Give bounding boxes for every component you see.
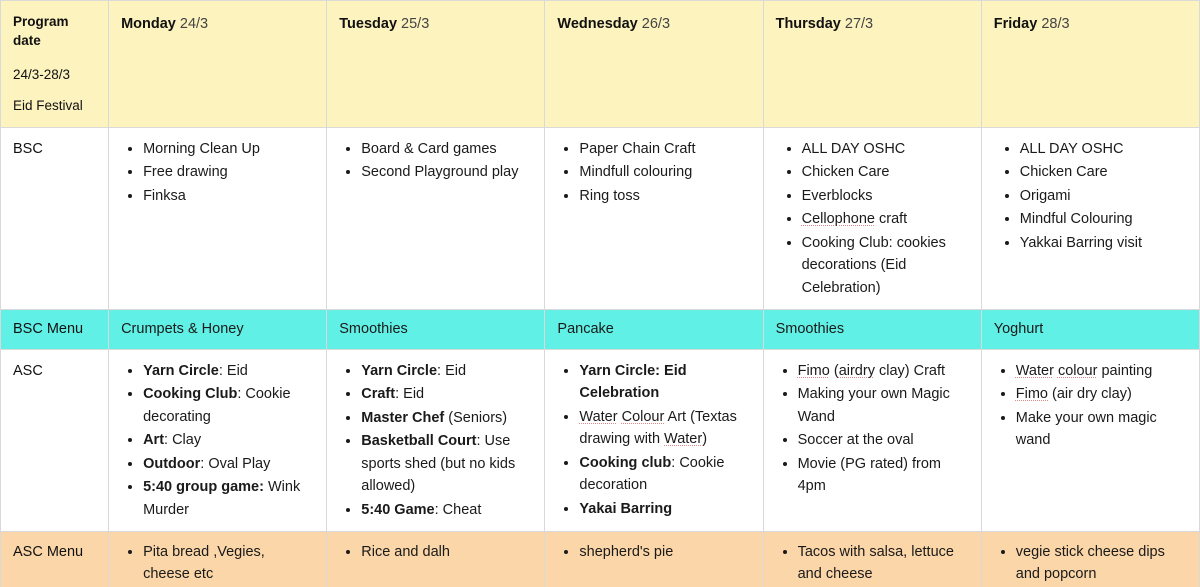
activity-list xyxy=(557,360,750,520)
list-item: • Yarn Circle: Eid xyxy=(143,360,314,382)
list-item: • Yarn Circle: Eid xyxy=(361,360,532,382)
list-item: • Board & Card games xyxy=(361,138,532,160)
list-item: • Cooking club: Cookie decoration xyxy=(579,452,750,497)
bsc-menu-wednesday: Pancake xyxy=(545,310,763,349)
asc-menu-friday xyxy=(981,531,1199,587)
day-name: Wednesday xyxy=(557,16,638,32)
row-label-asc-menu xyxy=(1,531,109,587)
list-item: • Craft: Eid xyxy=(361,383,532,405)
bsc-menu-thursday: Smoothies xyxy=(763,310,981,349)
day-name: Tuesday xyxy=(339,16,398,32)
list-item: • Everblocks xyxy=(802,185,969,207)
bsc-cell-tuesday xyxy=(327,127,545,309)
day-date: 28/3 xyxy=(1041,16,1070,32)
list-item: • Yarn Circle: Eid Celebration xyxy=(579,360,750,405)
day-name: Monday xyxy=(121,16,176,32)
list-item: • Second Playground play xyxy=(361,161,532,183)
list-item: • Making your own Magic Wand xyxy=(798,383,969,428)
program-date-cell xyxy=(1,1,109,128)
list-item: • vegie stick cheese dips and popcorn xyxy=(1016,541,1187,586)
list-item: • Ring toss xyxy=(579,185,750,207)
day-name: Friday xyxy=(993,16,1038,32)
list-item: • Cooking Club: cookies decorations (Eid Celebration) xyxy=(802,232,969,299)
list-item: • Art: Clay xyxy=(143,429,314,451)
asc-menu-thursday xyxy=(763,531,981,587)
menu-list xyxy=(339,541,532,563)
list-item: • Finksa xyxy=(143,185,314,207)
activity-list xyxy=(339,138,532,184)
table-header-row xyxy=(1,1,1200,128)
list-item: • Fimo (airdry clay) Craft xyxy=(798,360,969,382)
bsc-activities-row xyxy=(1,127,1200,309)
list-item: • Movie (PG rated) from 4pm xyxy=(798,453,969,498)
bsc-cell-wednesday xyxy=(545,127,763,309)
program-festival: Eid Festival xyxy=(13,98,83,114)
list-item: • Tacos with salsa, lettuce and cheese xyxy=(798,541,969,586)
menu-list xyxy=(557,541,750,563)
day-name: Thursday xyxy=(775,16,841,32)
day-date: 26/3 xyxy=(641,16,671,32)
list-item: • Mindful Colouring xyxy=(1020,208,1187,230)
asc-cell-thursday xyxy=(763,349,981,531)
asc-label-text: ASC xyxy=(13,362,43,379)
list-item: • Outdoor: Oval Play xyxy=(143,453,314,475)
list-item: • Make your own magic wand xyxy=(1016,407,1187,452)
list-item: • Cooking Club: Cookie decorating xyxy=(143,383,314,428)
list-item: • Fimo (air dry clay) xyxy=(1016,383,1187,405)
menu-list xyxy=(776,541,969,586)
asc-cell-monday xyxy=(109,349,327,531)
list-item: • 5:40 group game: Wink Murder xyxy=(143,476,314,521)
list-item: • 5:40 Game: Cheat xyxy=(361,499,532,521)
activity-list xyxy=(121,138,314,207)
bsc-menu-row xyxy=(1,310,1200,349)
list-item: • Water colour painting xyxy=(1016,360,1187,382)
asc-cell-wednesday xyxy=(545,349,763,531)
row-label-bsc-menu xyxy=(1,310,109,349)
list-item: • Soccer at the oval xyxy=(798,429,969,451)
menu-list xyxy=(994,541,1187,586)
list-item: • Rice and dalh xyxy=(361,541,532,563)
asc-activities-row xyxy=(1,349,1200,531)
day-header-monday xyxy=(109,1,327,128)
bsc-cell-monday xyxy=(109,127,327,309)
list-item: • ALL DAY OSHC xyxy=(1020,138,1187,160)
activity-list xyxy=(776,138,969,299)
asc-menu-tuesday xyxy=(327,531,545,587)
asc-menu-monday xyxy=(109,531,327,587)
day-date: 24/3 xyxy=(179,16,209,32)
row-label-asc xyxy=(1,349,109,531)
list-item: • Basketball Court: Use sports shed (but no kids allowed) xyxy=(361,430,532,497)
list-item: • Paper Chain Craft xyxy=(579,138,750,160)
asc-cell-tuesday xyxy=(327,349,545,531)
day-header-wednesday xyxy=(545,1,763,128)
bsc-cell-friday xyxy=(981,127,1199,309)
activity-list xyxy=(994,138,1187,254)
list-item: • Chicken Care xyxy=(1020,161,1187,183)
list-item: • Chicken Care xyxy=(802,161,969,183)
program-date-range: 24/3-28/3 xyxy=(13,66,71,82)
bsc-cell-thursday xyxy=(763,127,981,309)
activity-list xyxy=(557,138,750,207)
activity-list xyxy=(994,360,1187,452)
asc-menu-row xyxy=(1,531,1200,587)
day-header-tuesday xyxy=(327,1,545,128)
bsc-menu-monday: Crumpets & Honey xyxy=(109,310,327,349)
list-item: • Master Chef (Seniors) xyxy=(361,407,532,429)
day-date: 25/3 xyxy=(401,16,430,32)
asc-cell-friday xyxy=(981,349,1199,531)
list-item: • Cellophone craft xyxy=(802,208,969,230)
asc-menu-wednesday xyxy=(545,531,763,587)
program-date-label: Program date xyxy=(13,14,69,48)
list-item: • Free drawing xyxy=(143,161,314,183)
activity-list xyxy=(121,360,314,521)
activity-list xyxy=(339,360,532,521)
day-date: 27/3 xyxy=(844,16,874,32)
day-header-friday xyxy=(981,1,1199,128)
bsc-menu-label-text: BSC Menu xyxy=(13,321,84,338)
list-item: • Yakai Barring xyxy=(579,498,750,520)
bsc-label-text: BSC xyxy=(13,140,43,157)
menu-list xyxy=(121,541,314,586)
row-label-bsc xyxy=(1,127,109,309)
list-item: • Water Colour Art (Textas drawing with Water) xyxy=(579,406,750,451)
list-item: • Origami xyxy=(1020,185,1187,207)
list-item: • Mindfull colouring xyxy=(579,161,750,183)
asc-menu-label-text: ASC Menu xyxy=(13,543,84,560)
list-item: • Morning Clean Up xyxy=(143,138,314,160)
list-item: • Yakkai Barring visit xyxy=(1020,232,1187,254)
bsc-menu-friday: Yoghurt xyxy=(981,310,1199,349)
activity-list xyxy=(776,360,969,498)
list-item: • shepherd's pie xyxy=(579,541,750,563)
day-header-thursday xyxy=(763,1,981,128)
list-item: • ALL DAY OSHC xyxy=(802,138,969,160)
list-item: • Pita bread ,Vegies, cheese etc xyxy=(143,541,314,586)
bsc-menu-tuesday: Smoothies xyxy=(327,310,545,349)
